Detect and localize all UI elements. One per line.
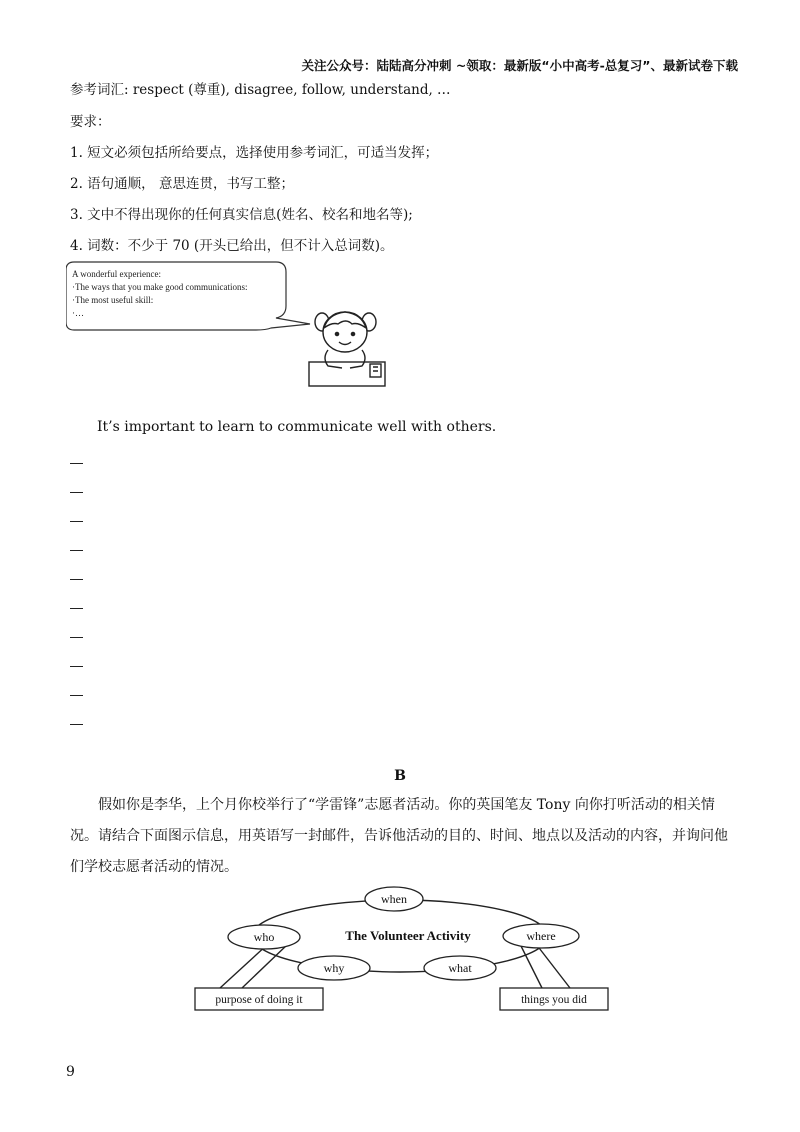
speech-bubble-illustration [66, 258, 406, 390]
answer-blank-line[interactable] [70, 666, 83, 667]
page-number: 9 [66, 1064, 75, 1080]
opening-sentence: It’s important to learn to communicate well with others. [97, 419, 497, 435]
section-b-label: B [394, 768, 406, 784]
bubble-line-3: ·The most useful skill: [72, 295, 154, 305]
bubble-line-1: A wonderful experience: [72, 269, 161, 279]
requirement-1: 1. 短文必须包括所给要点，选择使用参考词汇，可适当发挥； [70, 145, 439, 161]
vocab-line: 参考词汇: respect (尊重), disagree, follow, understand, … [70, 82, 451, 98]
connector-line-right [520, 944, 542, 988]
answer-blank-line[interactable] [70, 637, 83, 638]
answer-blank-line[interactable] [70, 608, 83, 609]
answer-blank-line[interactable] [70, 724, 83, 725]
node-when-label: when [381, 892, 407, 906]
node-who-label: who [253, 930, 275, 944]
diagram-center-title: The Volunteer Activity [345, 928, 471, 943]
section-b-prompt: 假如你是李华，上个月你校举行了“学雷锋”志愿者活动。你的英国笔友 Tony 向你打听活动的相关情况。请结合下面图示信息，用英语写一封邮件，告诉他活动的目的、时间、地点以及活动的内容，并询问他们学校志愿者活动的情况。 [70, 797, 728, 875]
box-things-label: things you did [521, 994, 587, 1006]
header-notice: 关注公众号：陆陆高分冲刺 ~领取：最新版“小中高考-总复习”、最新试卷下载 [301, 58, 738, 73]
requirements-title: 要求： [70, 114, 111, 130]
answer-blank-line[interactable] [70, 521, 83, 522]
connector-line-left [220, 944, 268, 988]
requirement-4: 4. 词数：不少于 70 (开头已给出，但不计入总词数)。 [70, 238, 394, 254]
bubble-line-2: ·The ways that you make good communications: [72, 282, 248, 292]
box-purpose-label: purpose of doing it [215, 994, 303, 1006]
answer-blank-line[interactable] [70, 695, 83, 696]
connector-line-right-2 [536, 944, 570, 988]
node-where-label: where [526, 929, 556, 943]
answer-blank-line[interactable] [70, 550, 83, 551]
requirement-2: 2. 语句通顺， 意思连贯，书写工整； [70, 176, 294, 192]
node-what-label: what [448, 961, 472, 975]
answer-blank-line[interactable] [70, 579, 83, 580]
node-why-label: why [323, 961, 345, 975]
volunteer-activity-diagram [190, 880, 620, 1020]
answer-blank-line[interactable] [70, 463, 83, 464]
bubble-line-4: ·… [72, 308, 84, 318]
girl-writing-icon [309, 312, 385, 386]
requirement-3: 3. 文中不得出现你的任何真实信息(姓名、校名和地名等); [70, 207, 413, 223]
answer-blank-line[interactable] [70, 492, 83, 493]
